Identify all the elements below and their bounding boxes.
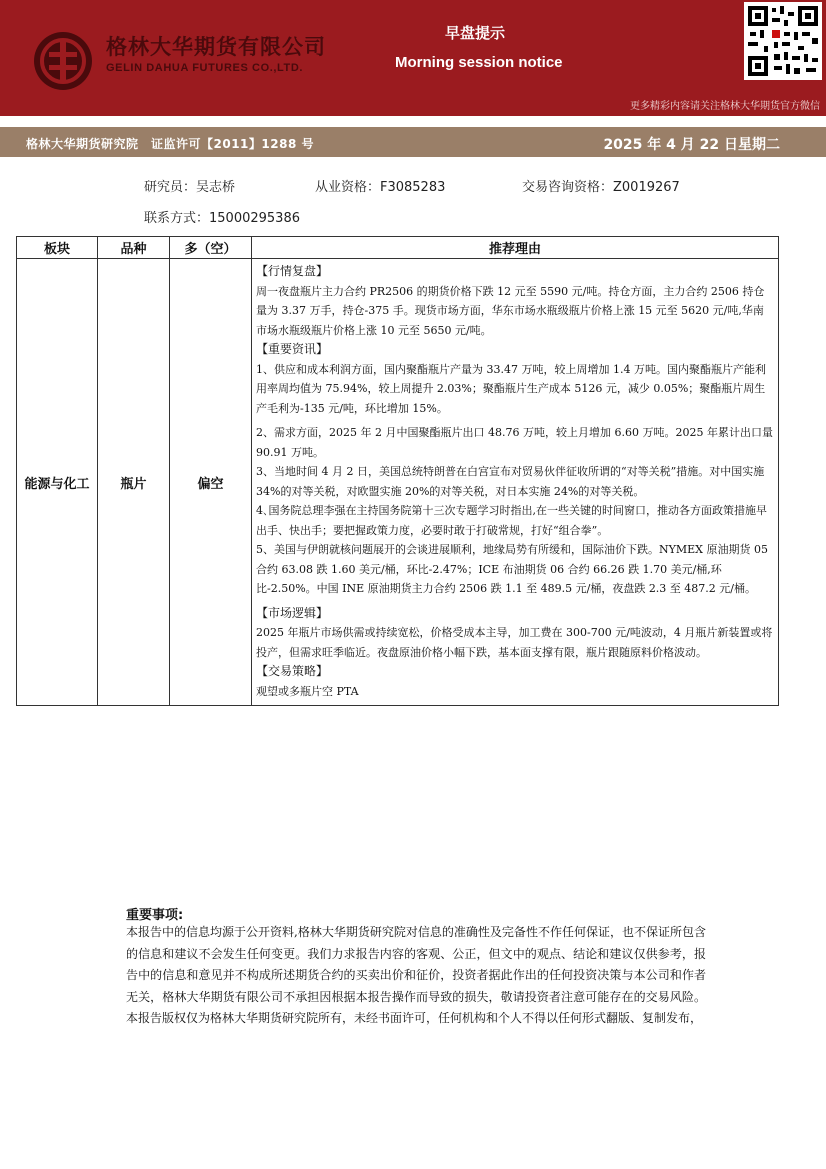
table-header-row xyxy=(17,237,779,259)
recommendation-table xyxy=(16,236,779,706)
logic-heading: 【市场逻辑】 xyxy=(256,605,329,620)
direction-cell: 偏空 xyxy=(170,259,252,706)
notice-title-cn: 早盘提示 xyxy=(445,24,506,42)
brand-name-en: GELIN DAHUA FUTURES CO.,LTD. xyxy=(106,62,304,74)
researcher-name: 研究员：吴志桥 xyxy=(144,180,236,195)
disclaimer-title: 重要事项: xyxy=(126,908,184,923)
column-header-reason: 推荐理由 xyxy=(252,237,779,259)
news-item-2: 2、需求方面，2025 年 2 月中国聚酯瓶片出口 48.76 万吨，较上月增加 6.60 万吨。2025 年累计出口量 90.91 万吨。 xyxy=(256,426,773,459)
report-date: 2025 年 4 月 22 日星期二 xyxy=(603,137,780,153)
sector-cell: 能源与化工 xyxy=(17,259,98,706)
review-heading: 【行情复盘】 xyxy=(256,264,329,278)
institute-license: 格林大华期货研究院 证监许可【2011】1288 号 xyxy=(26,137,314,151)
logic-text: 2025 年瓶片市场供需或持续宽松，价格受成本主导，加工费在 300-700 元/吨波动，4 月瓶片新装置或将投产，但需求旺季临近。夜盘原油价格小幅下跌，基本面支撑有限，瓶片跟随原料价格波动。 xyxy=(256,626,773,659)
brand-name-cn: 格林大华期货有限公司 xyxy=(106,35,326,59)
news-item-1: 1、供应和成本利润方面，国内聚酯瓶片产量为 33.47 万吨，较上周增加 1.4 万吨。国内聚酯瓶片产能利用率周均值为 75.94%，较上周提升 2.03%；聚酯瓶片生产成本 5126 元，减少 0.05%；聚酯瓶片周生产毛利为-135 元/吨，环比增加 15%。 xyxy=(256,362,766,415)
strategy-text: 观望或多瓶片空 PTA xyxy=(256,684,359,698)
notice-title-en: Morning session notice xyxy=(395,54,563,71)
header-banner xyxy=(0,0,826,116)
wechat-tagline: 更多精彩内容请关注格林大华期货官方微信 xyxy=(630,101,820,112)
news-item-4: 4､国务院总理李强在主持国务院第十三次专题学习时指出,在一些关键的时间窗口，推动各方面政策措施早出手、快出手；要把握政策力度，必要时敢于打破常规，打好“组合拳”。 xyxy=(256,504,767,537)
disclaimer-body: 本报告中的信息均源于公开资料,格林大华期货研究院对信息的准确性及完备性不作任何保证，也不保证所包含的信息和建议不会发生任何变更。我们力求报告内容的客观、公正，但文中的观点、结论和建议仅供参考，报告中的信息和意见并不构成所述期货合约的买卖出价和征价，投资者据此作出的任何投资决策与本公司和作者无关，格林大华期货有限公司不承担因根据本报告操作而导致的损失，敬请投资者注意可能存在的交易风险。本报告版权仅为格林大华期货研究院所有，未经书面许可，任何机构和个人不得以任何形式翻版、复制发布， xyxy=(126,925,706,1025)
news-item-5: 5、美国与伊朗就核问题展开的会谈进展顺利，地缘局势有所缓和，国际油价下跌。NYMEX 原油期货 05 合约 63.08 跌 1.60 美元/桶，环比-2.47%；ICE 布油期货 06 合约 66.26 跌 1.70 美元/桶,环比-2.50%。中国 INE 原油期货主力合约 2506 跌 1.1 至 489.5 元/桶，夜盘跌 2.3 至 487.2 元/桶。 xyxy=(256,543,768,595)
institute-bar xyxy=(0,127,826,157)
table-row xyxy=(17,259,779,706)
column-header-direction: 多（空） xyxy=(170,237,252,259)
contact-phone: 联系方式：15000295386 xyxy=(144,211,300,226)
consulting-qualification: 交易咨询资格：Z0019267 xyxy=(522,180,680,195)
qr-code-icon[interactable] xyxy=(744,2,822,80)
practice-qualification: 从业资格：F3085283 xyxy=(315,180,446,195)
company-logo-icon xyxy=(32,30,94,92)
news-item-3: 3、当地时间 4 月 2 日，美国总统特朗普在白宫宣布对贸易伙伴征收所谓的“对等关税”措施。对中国实施 34%的对等关税，对欧盟实施 20%的对等关税，对日本实施 24%的对等关税。 xyxy=(256,465,765,498)
news-heading: 【重要资讯】 xyxy=(256,342,329,356)
column-header-sector: 板块 xyxy=(17,237,98,259)
strategy-heading: 【交易策略】 xyxy=(256,664,329,678)
variety-cell: 瓶片 xyxy=(98,259,170,706)
column-header-variety: 品种 xyxy=(98,237,170,259)
reason-cell xyxy=(252,259,779,706)
review-text: 周一夜盘瓶片主力合约 PR2506 的期货价格下跌 12 元至 5590 元/吨。持仓方面，主力合约 2506 持仓量为 3.37 万手，持仓-375 手。现货市场方面，华东市场水瓶级瓶片价格上涨 15 元至 5620 元/吨,华南市场水瓶级瓶片价格上涨 10 元至 5650 元/吨。 xyxy=(256,284,765,337)
